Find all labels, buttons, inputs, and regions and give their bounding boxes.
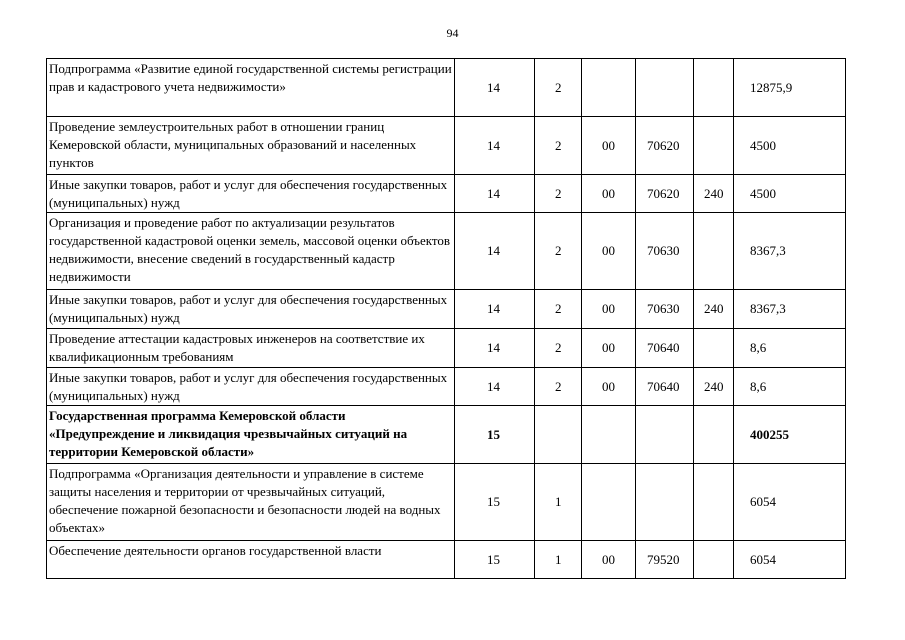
expense-type-cell: 240 [694,368,734,406]
row-name-cell: Подпрограмма «Развитие единой государственной системы регистрации прав и кадастрового учета недвижимости» [47,59,455,117]
expense-type-cell [694,464,734,541]
subsection-cell: 2 [535,117,582,175]
amount-cell: 6054 [734,464,846,541]
direction-cell [636,464,694,541]
page-number: 94 [446,26,459,40]
section-cell: 15 [455,406,535,464]
program-cell [582,59,636,117]
expense-type-cell [694,59,734,117]
amount-cell: 8367,3 [734,290,846,329]
table-row [47,213,846,290]
program-cell: 00 [582,329,636,368]
subsection-cell: 2 [535,290,582,329]
direction-cell [636,406,694,464]
amount-cell: 8367,3 [734,213,846,290]
budget-table-body [47,59,846,579]
section-cell: 14 [455,290,535,329]
expense-type-cell [694,213,734,290]
direction-cell: 70640 [636,329,694,368]
amount-cell: 6054 [734,541,846,579]
section-cell: 14 [455,368,535,406]
program-cell: 00 [582,175,636,213]
direction-cell: 70620 [636,117,694,175]
table-row [47,368,846,406]
direction-cell: 79520 [636,541,694,579]
table-row [47,117,846,175]
amount-cell: 4500 [734,175,846,213]
budget-table [46,58,846,579]
row-name-cell: Иные закупки товаров, работ и услуг для обеспечения государственных (муниципальных) нужд [47,368,455,406]
amount-cell: 8,6 [734,368,846,406]
amount-cell: 4500 [734,117,846,175]
program-cell: 00 [582,368,636,406]
program-cell: 00 [582,290,636,329]
row-name-cell: Организация и проведение работ по актуализации результатов государственной кадастровой оценки земель, массовой оценки объектов недвижимости, внесение сведений в государственный кадастр недвижимости [47,213,455,290]
subsection-cell: 1 [535,541,582,579]
expense-type-cell [694,117,734,175]
expense-type-cell [694,406,734,464]
row-name-cell: Проведение землеустроительных работ в отношении границ Кемеровской области, муниципальных образований и населенных пунктов [47,117,455,175]
amount-cell: 12875,9 [734,59,846,117]
program-cell [582,406,636,464]
direction-cell: 70640 [636,368,694,406]
expense-type-cell [694,541,734,579]
table-row [47,175,846,213]
row-name-cell: Государственная программа Кемеровской области «Предупреждение и ликвидация чрезвычайных ситуаций на территории Кемеровской области» [47,406,455,464]
table-row [47,541,846,579]
direction-cell: 70620 [636,175,694,213]
direction-cell: 70630 [636,213,694,290]
row-name-cell: Обеспечение деятельности органов государственной власти [47,541,455,579]
section-cell: 15 [455,541,535,579]
section-cell: 14 [455,213,535,290]
subsection-cell: 2 [535,175,582,213]
table-row [47,464,846,541]
section-cell: 14 [455,59,535,117]
row-name-cell: Подпрограмма «Организация деятельности и управление в системе защиты населения и территории от чрезвычайных ситуаций, обеспечение пожарной безопасности и безопасности людей на водных объектах» [47,464,455,541]
row-name-cell: Проведение аттестации кадастровых инженеров на соответствие их квалификационным требованиям [47,329,455,368]
subsection-cell: 1 [535,464,582,541]
subsection-cell: 2 [535,368,582,406]
row-name-cell: Иные закупки товаров, работ и услуг для обеспечения государственных (муниципальных) нужд [47,175,455,213]
expense-type-cell [694,329,734,368]
program-cell: 00 [582,117,636,175]
table-row [47,329,846,368]
direction-cell: 70630 [636,290,694,329]
amount-cell: 8,6 [734,329,846,368]
expense-type-cell: 240 [694,290,734,329]
table-row [47,290,846,329]
row-name-cell: Иные закупки товаров, работ и услуг для обеспечения государственных (муниципальных) нужд [47,290,455,329]
program-cell [582,464,636,541]
section-cell: 14 [455,329,535,368]
expense-type-cell: 240 [694,175,734,213]
section-cell: 15 [455,464,535,541]
amount-cell: 400255 [734,406,846,464]
subsection-cell [535,406,582,464]
table-row [47,59,846,117]
program-cell: 00 [582,213,636,290]
section-cell: 14 [455,117,535,175]
table-row [47,406,846,464]
subsection-cell: 2 [535,329,582,368]
subsection-cell: 2 [535,59,582,117]
subsection-cell: 2 [535,213,582,290]
program-cell: 00 [582,541,636,579]
section-cell: 14 [455,175,535,213]
direction-cell [636,59,694,117]
